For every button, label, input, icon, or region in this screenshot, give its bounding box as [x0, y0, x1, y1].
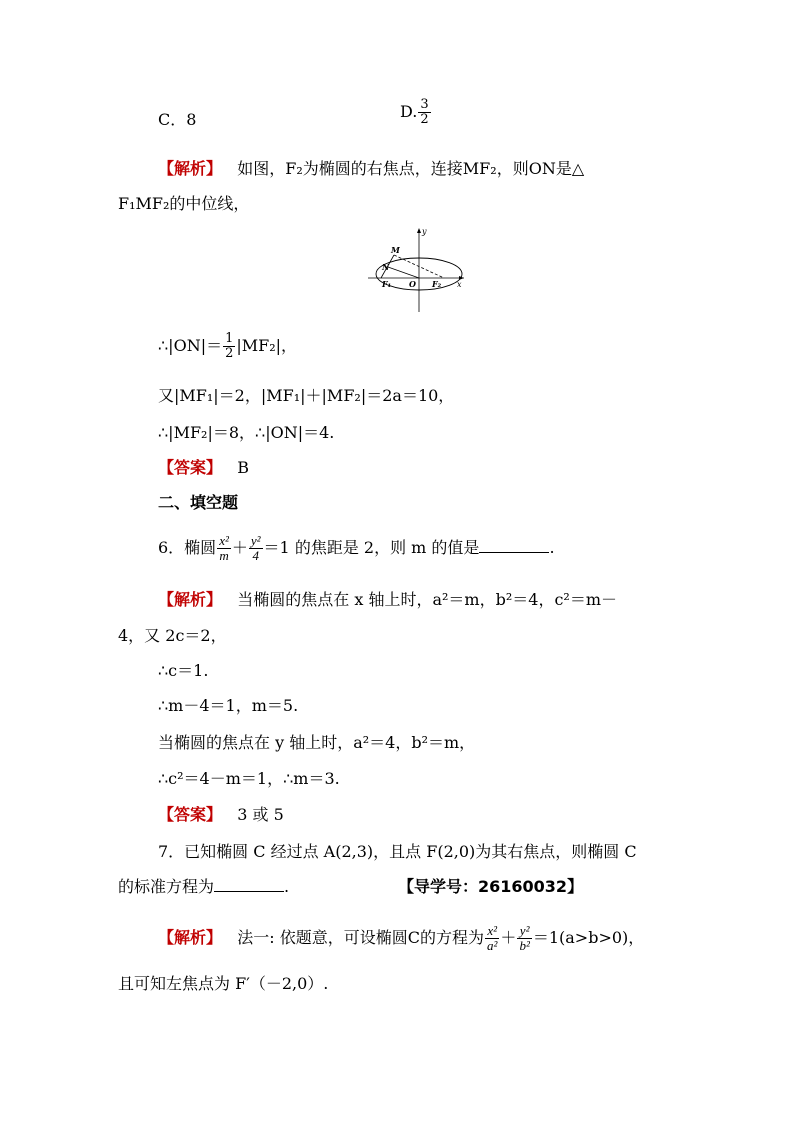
- q7-frac-y: $\frac{\text{y²}}{\text{b²}}$: [519, 923, 530, 953]
- answer-label: 【答案】: [158, 805, 223, 824]
- q7-frac-x: $\frac{\text{x²}}{\text{a²}}$: [487, 923, 498, 953]
- jiexi-label: 【解析】: [158, 159, 223, 178]
- plus-sign: ＋: [231, 538, 248, 557]
- guide-number: 【导学号：26160032】: [398, 877, 584, 896]
- q7-stem1: 7．已知椭圆 C 经过点 A(2,3)，且点 F(2,0)为其右焦点，则椭圆 C: [158, 842, 637, 861]
- fig-label-y: y: [422, 227, 427, 236]
- fig-label-f2: F₂: [432, 279, 442, 289]
- q7-line2: 且可知左焦点为 F′（－2,0）.: [118, 974, 329, 993]
- q6-line6: ∴c²＝4－m＝1，∴m＝3.: [158, 769, 340, 788]
- jiexi-label: 【解析】: [158, 590, 223, 609]
- q7-jiexi: [158, 924, 644, 953]
- step1-pre: ∴|ON|＝: [158, 336, 223, 355]
- fig-label-f1: F₁: [382, 279, 392, 289]
- step1-post: |MF₂|，: [236, 336, 298, 355]
- q5-jiexi: [158, 157, 584, 181]
- q7-stem2: [118, 875, 289, 899]
- q6-frac-y: $\frac{\text{y²}}{4}$: [250, 533, 261, 563]
- option-d-label: D.: [400, 102, 418, 121]
- q6-line4: ∴m－4＝1，m＝5.: [158, 696, 299, 715]
- section-title: 二、填空题: [158, 493, 239, 512]
- fig-label-m: M: [391, 245, 400, 255]
- q6-line3: ∴c＝1.: [158, 661, 209, 680]
- jiexi-label: 【解析】: [158, 928, 223, 947]
- q5-step1: [158, 332, 297, 361]
- q5-jiexi-line2: F₁MF₂的中位线，: [118, 194, 250, 213]
- q6-stem: [158, 534, 555, 563]
- q6-stem-end: .: [549, 538, 555, 557]
- step1-fraction: $\frac{1}{2}$: [225, 331, 234, 361]
- q7-stem2-pre: 的标准方程为: [118, 877, 215, 896]
- q6-answer: [158, 803, 284, 827]
- answer-blank: [214, 877, 284, 892]
- q5-answer: [158, 456, 249, 480]
- option-d-fraction: $\frac{3}{2}$: [420, 97, 429, 127]
- q5-step2: 又|MF₁|＝2，|MF₁|＋|MF₂|＝2a＝10，: [158, 386, 455, 405]
- jiexi-text: 如图，F₂为椭圆的右焦点，连接MF₂，则ON是△: [237, 159, 585, 178]
- q7-sol-pre: 法一: 依题意，可设椭圆C的方程为: [237, 928, 485, 947]
- q6-stem-pre: 6．椭圆: [158, 538, 217, 557]
- answer-blank: [479, 538, 549, 553]
- ellipse-figure: [360, 224, 470, 316]
- q6-line5: 当椭圆的焦点在 y 轴上时，a²＝4，b²＝m，: [158, 733, 476, 752]
- q5-step3: ∴|MF₂|＝8，∴|ON|＝4.: [158, 423, 335, 442]
- plus-sign: ＋: [500, 928, 517, 947]
- answer-value: B: [237, 458, 250, 477]
- q7-sol-post: ＝1(a>b>0)，: [532, 928, 645, 947]
- q6-line1: 当椭圆的焦点在 x 轴上时，a²＝m，b²＝4，c²＝m－: [237, 590, 617, 609]
- option-d: [400, 98, 432, 127]
- q6-line2: 4，又 2c＝2，: [118, 626, 227, 645]
- q7-stem2-end: .: [284, 877, 290, 896]
- q6-frac-x: $\frac{\text{x²}}{m}$: [219, 533, 229, 563]
- q6-stem-post: ＝1 的焦距是 2，则 m 的值是: [263, 538, 480, 557]
- answer-label: 【答案】: [158, 458, 223, 477]
- q6-jiexi: [158, 588, 617, 612]
- answer-value: 3 或 5: [237, 805, 284, 824]
- fig-label-x: x: [457, 280, 462, 289]
- fig-label-o: O: [409, 279, 416, 289]
- option-c: C．8: [158, 110, 197, 129]
- fig-label-n: N: [382, 262, 390, 272]
